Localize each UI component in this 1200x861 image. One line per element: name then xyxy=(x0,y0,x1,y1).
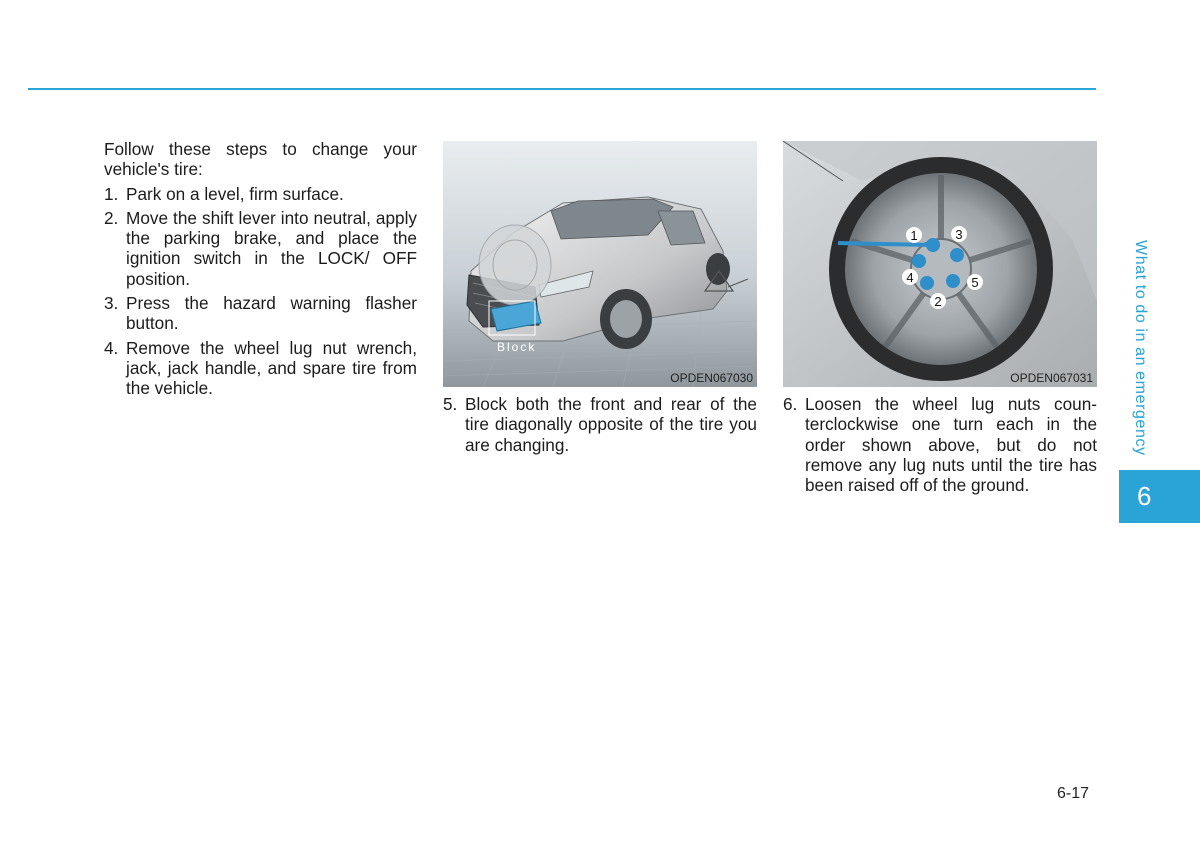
step-text: Move the shift lever into neutral, apply the parking brake, and place the ignition switch in the LOCK/ OFF position. xyxy=(126,207,417,289)
step-text: Remove the wheel lug nut wrench, jack, jack handle, and spare tire from the vehicle. xyxy=(126,337,417,399)
list-item xyxy=(104,293,417,334)
steps-list xyxy=(104,184,417,399)
step-number: 3. xyxy=(104,293,119,314)
left-column xyxy=(104,139,417,403)
figure-code: OPDEN067030 xyxy=(670,371,753,385)
step-text: Park on a level, firm surface. xyxy=(126,183,344,204)
intro-text: Follow these steps to change your vehicle's tire: xyxy=(104,139,417,180)
step-text: Loosen the wheel lug nuts coun- terclockwise one turn each in the order shown above, but do not remove any lug nuts until the tire has been raised off of the ground. xyxy=(805,394,1097,496)
step-text: Press the hazard warning flasher button. xyxy=(126,293,417,334)
lug-nut-figure xyxy=(783,141,1097,387)
step-number: 1. xyxy=(104,183,119,204)
car-block-figure xyxy=(443,141,757,387)
list-item xyxy=(104,338,417,399)
step-number: 4. xyxy=(104,337,119,358)
step-number: 5. xyxy=(443,394,458,414)
caption-step-5 xyxy=(443,394,757,455)
list-item xyxy=(104,208,417,289)
header-rule xyxy=(28,88,1096,90)
step-text: Block both the front and rear of the tire diagonally opposite of the tire you are changing. xyxy=(465,394,757,455)
chapter-number-tab xyxy=(1119,470,1200,523)
lug-label-5: 5 xyxy=(971,275,979,290)
step-number: 6. xyxy=(783,394,798,414)
lug-label-3: 3 xyxy=(955,227,963,242)
car-illustration xyxy=(443,141,757,387)
page-number: 6-17 xyxy=(1057,785,1090,802)
lug-label-1: 1 xyxy=(910,228,918,243)
block-label: Block xyxy=(497,340,537,354)
chapter-title-tab: What to do in an emergency xyxy=(1132,240,1149,456)
lug-label-2: 2 xyxy=(934,294,942,309)
figure-code: OPDEN067031 xyxy=(1010,371,1093,385)
chapter-number: 6 xyxy=(1137,481,1152,511)
caption-step-6 xyxy=(783,394,1097,495)
lug-label-4: 4 xyxy=(906,270,914,285)
wheel-illustration xyxy=(783,141,1097,387)
step-number: 2. xyxy=(104,207,119,228)
list-item xyxy=(104,184,417,204)
